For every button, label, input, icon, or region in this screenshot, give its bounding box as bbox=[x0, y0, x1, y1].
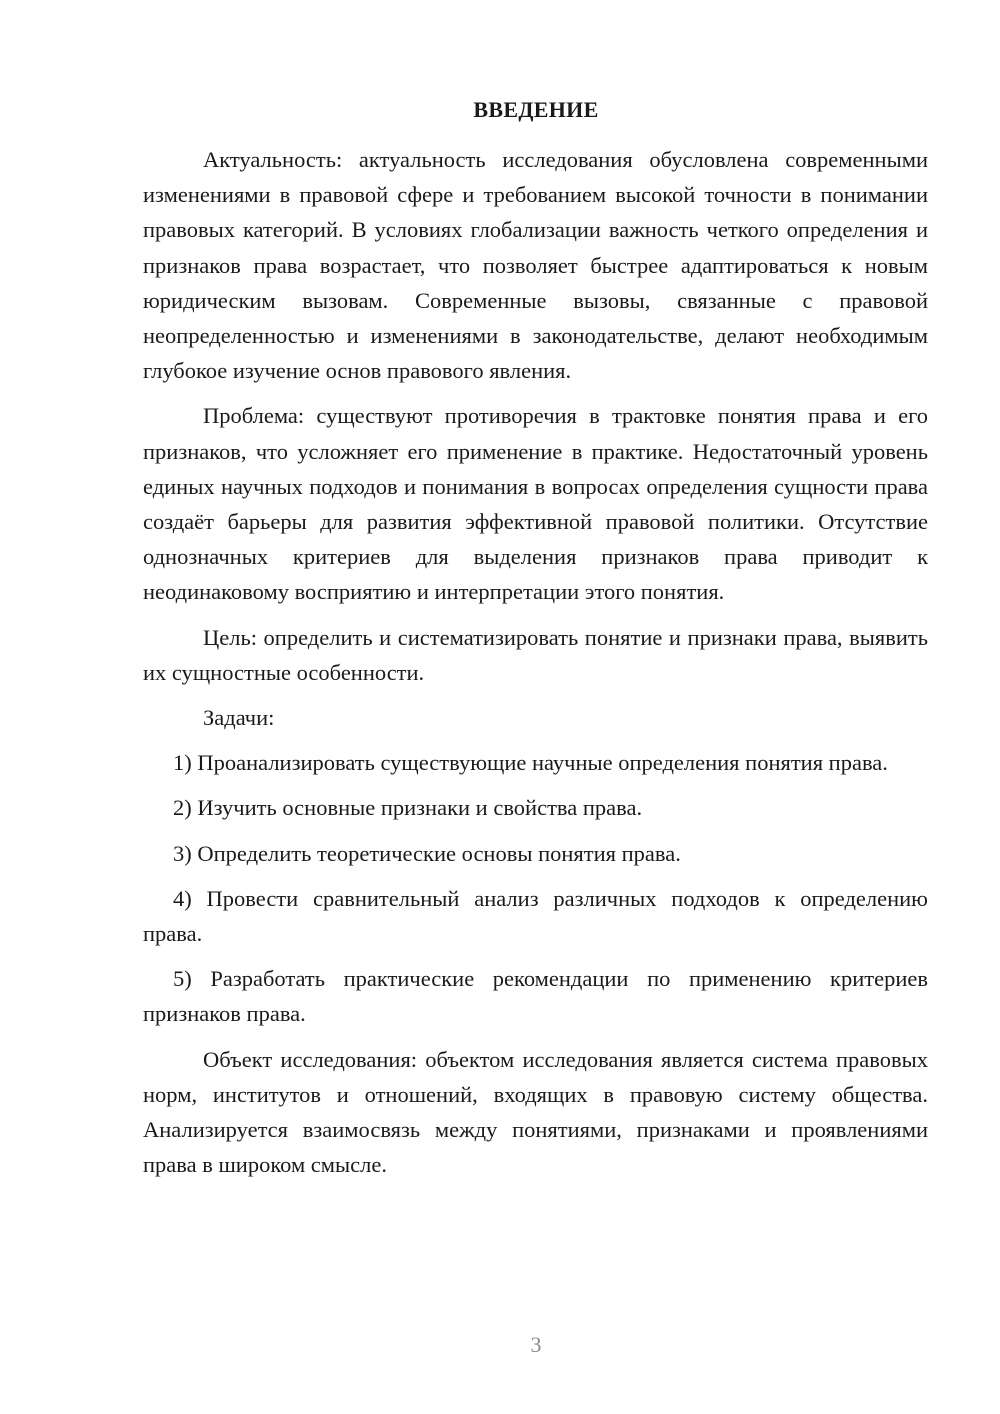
paragraph-goal: Цель: определить и систематизировать понятие и признаки права, выявить их сущностные особенности. bbox=[143, 624, 928, 685]
task-item: 3) Определить теоретические основы понятия права. bbox=[173, 840, 681, 866]
paragraph-relevance: Актуальность: актуальность исследования обусловлена современными изменениями в правовой сфере и требованием высокой точности в понимании правовых категорий. В условиях глобализации важность четкого определения и признаков права возрастает, что позволяет быстрее адаптироваться к новым юридическим вызовам. Современные вызовы, связанные с правовой неопределенностью и изменениями в законодательстве, делают необходимым глубокое изучение основ правового явления. bbox=[143, 147, 928, 384]
tasks-heading: Задачи: bbox=[203, 705, 275, 731]
task-item: 2) Изучить основные признаки и свойства права. bbox=[173, 795, 643, 821]
task-item: 4) Провести сравнительный анализ различных подходов к определению права. bbox=[143, 885, 928, 947]
page-number: 3 bbox=[530, 1332, 542, 1357]
paragraph-object: Объект исследования: объектом исследования является система правовых норм, институтов и отношений, входящих в правовую систему общества. Анализируется взаимосвязь между понятиями, признаками и проявлениями права в широком смысле. bbox=[143, 1046, 928, 1178]
document-body bbox=[143, 142, 928, 1192]
task-item: 1) Проанализировать существующие научные определения понятия права. bbox=[173, 750, 888, 776]
paragraph-problem: Проблема: существуют противоречия в трактовке понятия права и его признаков, что усложняет его применение в практике. Недостаточный уровень единых научных подходов и понимания в вопросах определения сущности права создаёт барьеры для развития эффективной правовой политики. Отсутствие однозначных критериев для выделения признаков права приводит к неодинаковому восприятию и интерпретации этого понятия. bbox=[143, 403, 928, 605]
page-title: ВВЕДЕНИЕ bbox=[473, 97, 599, 122]
task-item: 5) Разработать практические рекомендации по применению критериев признаков права. bbox=[143, 966, 928, 1027]
